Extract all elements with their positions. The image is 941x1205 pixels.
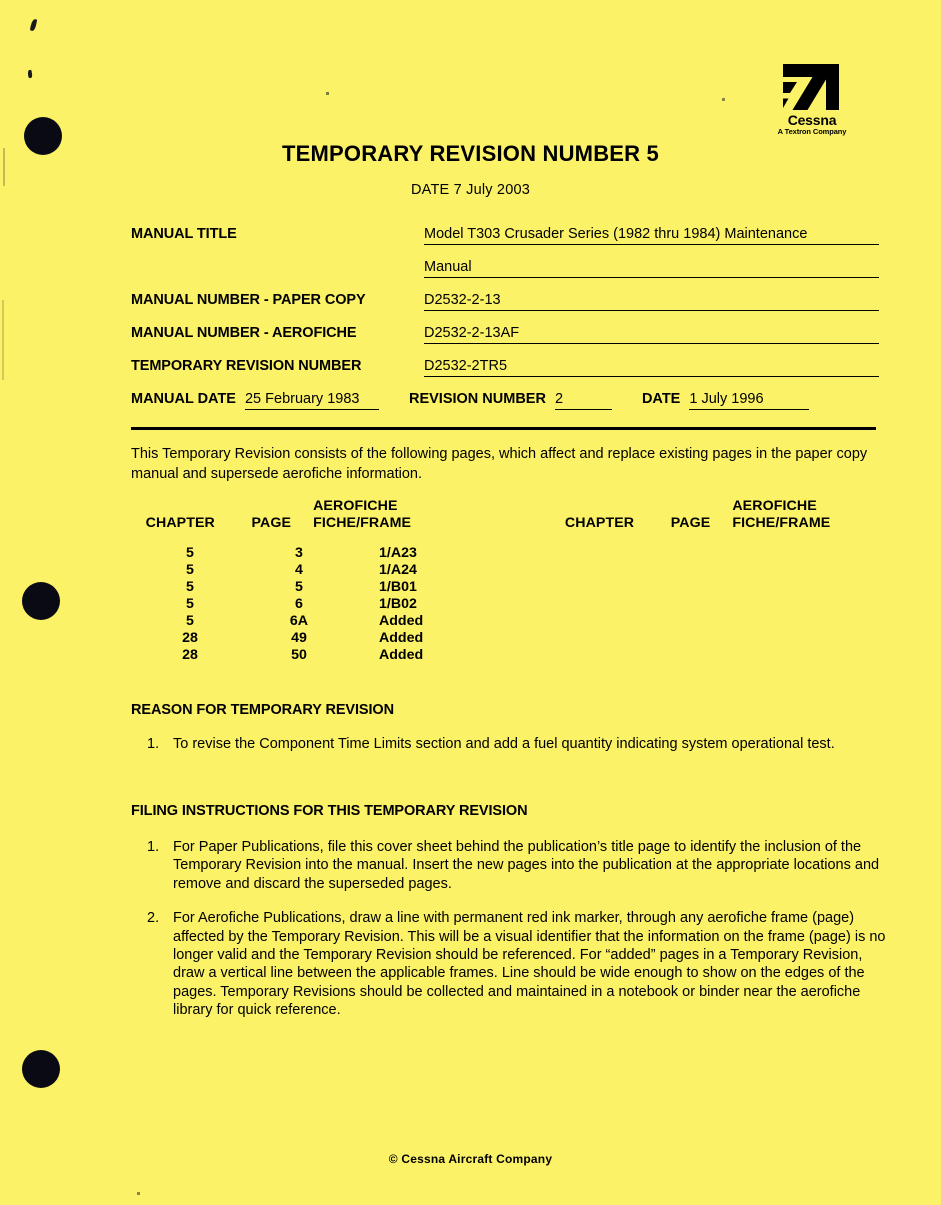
cessna-chevron-logo-icon [781, 62, 843, 112]
cell-page: 3 [295, 545, 303, 561]
manual-number-aerofiche-label: MANUAL NUMBER - AEROFICHE [131, 325, 357, 341]
column-header-fiche-right [732, 498, 891, 532]
affected-pages-table [131, 498, 891, 664]
cell-fiche-frame: 1/A24 [379, 562, 417, 578]
column-header-fiche-right-bottom: FICHE/FRAME [732, 515, 831, 531]
scan-speck [30, 19, 37, 32]
reason-list [131, 735, 887, 769]
cell-page: 4 [295, 562, 303, 578]
page-title: TEMPORARY REVISION NUMBER 5 [281, 141, 659, 166]
document-date: DATE 7 July 2003 [411, 182, 530, 198]
table-row [131, 579, 891, 596]
cessna-logo [757, 62, 867, 136]
table-row [131, 596, 891, 613]
hole-punch-bottom [22, 1050, 60, 1088]
cell-fiche-frame: 1/B02 [379, 596, 417, 612]
cell-page: 49 [291, 630, 307, 646]
filing-instruction-item [131, 838, 887, 893]
cell-fiche-frame: 1/A23 [379, 545, 417, 561]
column-header-fiche-left [313, 498, 472, 532]
column-header-chapter-left-label: CHAPTER [145, 515, 215, 531]
cell-chapter: 5 [186, 579, 194, 595]
copyright-footer: © Cessna Aircraft Company [388, 1152, 553, 1166]
manual-title-label: MANUAL TITLE [131, 226, 237, 242]
form-row-manual-number-paper [131, 278, 879, 311]
cell-chapter: 5 [186, 545, 194, 561]
reason-item-text: To revise the Component Time Limits section and add a fuel quantity indicating system operational test. [173, 736, 835, 752]
column-header-chapter-right-label: CHAPTER [564, 515, 635, 531]
form-row-manual-number-aerofiche [131, 311, 879, 344]
filing-instruction-item [131, 909, 887, 1019]
scan-speck [326, 92, 329, 95]
cell-page: 6A [289, 613, 309, 629]
cessna-tagline: A Textron Company [777, 127, 847, 137]
table-column-gap [472, 498, 551, 532]
column-header-fiche-left-top: AEROFICHE [313, 498, 398, 514]
column-header-fiche-left-bottom: FICHE/FRAME [313, 515, 412, 531]
scan-speck [27, 70, 32, 78]
cell-page: 50 [291, 647, 307, 663]
form-row-dates [131, 377, 879, 410]
cell-chapter: 28 [182, 630, 198, 646]
manual-date-value: 25 February 1983 [245, 391, 379, 410]
cell-page: 6 [295, 596, 303, 612]
manual-title-value-line1: Model T303 Crusader Series (1982 thru 1984) Maintenance [424, 226, 879, 245]
form-row-manual-title-cont [131, 245, 879, 278]
cell-chapter: 5 [186, 596, 194, 612]
hole-punch-middle [22, 582, 60, 620]
scan-speck [137, 1192, 140, 1195]
cell-chapter: 5 [186, 562, 194, 578]
cell-fiche-frame: 1/B01 [379, 579, 417, 595]
reason-item [131, 735, 887, 753]
table-body [131, 545, 891, 664]
column-header-page-left-label: PAGE [251, 515, 292, 531]
cell-chapter: 5 [186, 613, 194, 629]
column-header-chapter-left [131, 498, 230, 532]
intro-paragraph: This Temporary Revision consists of the following pages, which affect and replace existing pages in the paper copy manual and supersede aerofiche information. [131, 446, 868, 482]
scan-speck [722, 98, 725, 101]
filing-instructions-list [131, 838, 887, 1036]
column-header-page-right-label: PAGE [670, 515, 711, 531]
manual-number-aerofiche-value: D2532-2-13AF [424, 325, 879, 344]
cell-page: 5 [295, 579, 303, 595]
cell-fiche-frame: Added [379, 613, 424, 629]
cessna-wordmark: Cessna [787, 112, 837, 128]
temporary-revision-number-label: TEMPORARY REVISION NUMBER [131, 358, 362, 374]
revision-date-label: DATE [641, 391, 681, 407]
table-row [131, 545, 891, 562]
table-row [131, 630, 891, 647]
table-row [131, 562, 891, 579]
manual-number-paper-label: MANUAL NUMBER - PAPER COPY [131, 292, 366, 308]
column-header-chapter-right [550, 498, 649, 532]
filing-instruction-item-text: For Aerofiche Publications, draw a line with permanent red ink marker, through any aerofiche frame (page) affected by the Temporary Revision. This will be a visual identifier that the information on the frame (page) is no longer valid and the Temporary Revision should be referenced. For “added” pages in a Temporary Revision, draw a vertical line between the applicable frames. Line should be wide enough to show on the edges of the pages. Temporary Revisions should be collected and maintained in a notebook or binder near the aerofiche library for quick reference. [173, 910, 886, 1019]
manual-title-value-line2: Manual [424, 259, 879, 278]
table-header-row [131, 498, 891, 532]
form-row-manual-title [131, 212, 879, 245]
filing-section-heading: FILING INSTRUCTIONS FOR THIS TEMPORARY REVISION [131, 803, 528, 819]
manual-date-label: MANUAL DATE [131, 391, 236, 407]
manual-title-label-continuation [131, 275, 424, 278]
cell-fiche-frame: Added [379, 630, 424, 646]
table-row [131, 647, 891, 664]
temporary-revision-number-value: D2532-2TR5 [424, 358, 879, 377]
revision-number-value: 2 [555, 391, 612, 410]
filing-instruction-item-number: 1. [147, 839, 160, 855]
form-row-temporary-revision-number [131, 344, 879, 377]
table-row [131, 613, 891, 630]
horizontal-divider [131, 427, 876, 430]
revision-date-value: 1 July 1996 [689, 391, 809, 410]
revision-number-label: REVISION NUMBER [408, 391, 546, 407]
manual-number-paper-value: D2532-2-13 [424, 292, 879, 311]
scan-edge-noise [2, 300, 4, 380]
column-header-fiche-right-top: AEROFICHE [732, 498, 817, 514]
column-header-page-left [230, 498, 314, 532]
cell-fiche-frame: Added [379, 647, 424, 663]
reason-item-number: 1. [147, 736, 160, 752]
filing-instruction-item-number: 2. [147, 910, 160, 927]
revision-form [131, 212, 879, 410]
column-header-page-right [649, 498, 733, 532]
reason-section-heading: REASON FOR TEMPORARY REVISION [131, 702, 394, 718]
filing-instruction-item-text: For Paper Publications, file this cover sheet behind the publication’s title page to identify the inclusion of the Temporary Revision into the manual. Insert the new pages into the publication at the appropriate locations and remove and discard the superseded pages. [173, 839, 880, 892]
cell-chapter: 28 [182, 647, 198, 663]
